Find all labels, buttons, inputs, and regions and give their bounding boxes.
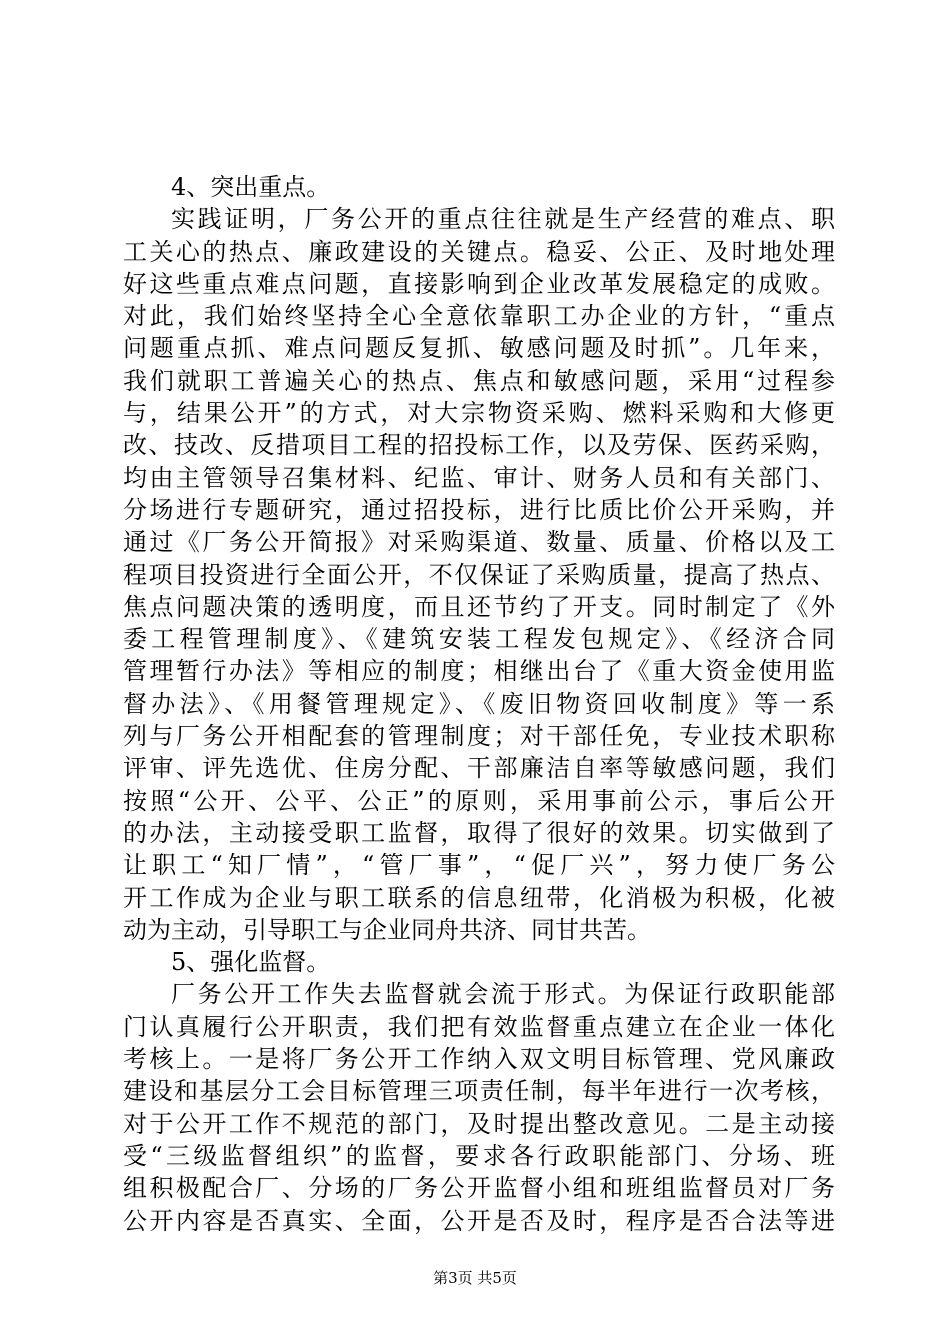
text-line: 均由主管领导召集材料、纪监、审计、财务人员和有关部门、: [123, 463, 835, 492]
text-line: 与，结果公开”的方式，对大宗物资采购、燃料采购和大修更: [123, 399, 835, 428]
text-line: 让职工“知厂情”，“管厂事”，“促厂兴”，努力使厂务公: [123, 851, 835, 880]
page-footer: 第3页 共5页: [433, 1269, 517, 1287]
text-line: 我们就职工普遍关心的热点、焦点和敏感问题，采用“过程参: [123, 366, 835, 395]
text-line: 厂务公开工作失去监督就会流于形式。为保证行政职能部: [171, 980, 835, 1009]
text-line: 建设和基层分工会目标管理三项责任制，每半年进行一次考核，: [123, 1077, 835, 1106]
text-line: 门认真履行公开职责，我们把有效监督重点建立在企业一体化: [123, 1012, 835, 1041]
text-line: 5、强化监督。: [171, 948, 331, 977]
text-line: 开工作成为企业与职工联系的信息纽带，化消极为积极，化被: [123, 883, 835, 912]
text-line: 列与厂务公开相配套的管理制度；对干部任免，专业技术职称: [123, 722, 835, 751]
text-line: 好这些重点难点问题，直接影响到企业改革发展稳定的成败。: [123, 269, 835, 298]
text-line: 评审、评先选优、住房分配、干部廉洁自率等敏感问题，我们: [123, 754, 835, 783]
text-line: 分场进行专题研究，通过招投标，进行比质比价公开采购，并: [123, 495, 835, 524]
document-body: [123, 171, 835, 1237]
text-line: 工关心的热点、廉政建设的关键点。稳妥、公正、及时地处理: [123, 237, 835, 266]
text-line: 通过《厂务公开简报》对采购渠道、数量、质量、价格以及工: [123, 528, 835, 557]
text-line: 动为主动，引导职工与企业同舟共济、同甘共苦。: [123, 915, 651, 944]
text-line: 按照“公开、公平、公正”的原则，采用事前公示，事后公开: [123, 786, 835, 815]
text-line: 公开内容是否真实、全面，公开是否及时，程序是否合法等进: [123, 1206, 835, 1235]
text-line: 对于公开工作不规范的部门，及时提出整改意见。二是主动接: [123, 1109, 835, 1138]
text-line: 对此，我们始终坚持全心全意依靠职工办企业的方针，“重点: [123, 302, 835, 331]
text-line: 4、突出重点。: [171, 173, 331, 201]
text-line: 程项目投资进行全面公开，不仅保证了采购质量，提高了热点、: [123, 560, 835, 589]
text-line: 改、技改、反措项目工程的招投标工作，以及劳保、医药采购，: [123, 431, 835, 460]
text-line: 焦点问题决策的透明度，而且还节约了开支。同时制定了《外: [123, 592, 835, 621]
text-line: 委工程管理制度》、《建筑安装工程发包规定》、《经济合同: [123, 625, 835, 654]
text-line: 受“三级监督组织”的监督，要求各行政职能部门、分场、班: [123, 1141, 835, 1170]
text-line: 考核上。一是将厂务公开工作纳入双文明目标管理、党风廉政: [123, 1045, 835, 1074]
text-line: 实践证明，厂务公开的重点往往就是生产经营的难点、职: [171, 205, 835, 234]
text-line: 问题重点抓、难点问题反复抓、敏感问题及时抓”。几年来，: [123, 334, 835, 363]
text-line: 管理暂行办法》等相应的制度；相继出台了《重大资金使用监: [123, 657, 835, 686]
text-line: 组积极配合厂、分场的厂务公开监督小组和班组监督员对厂务: [123, 1174, 835, 1203]
text-line: 的办法，主动接受职工监督，取得了很好的效果。切实做到了: [123, 818, 835, 847]
text-line: 督办法》、《用餐管理规定》、《废旧物资回收制度》等一系: [123, 689, 835, 718]
